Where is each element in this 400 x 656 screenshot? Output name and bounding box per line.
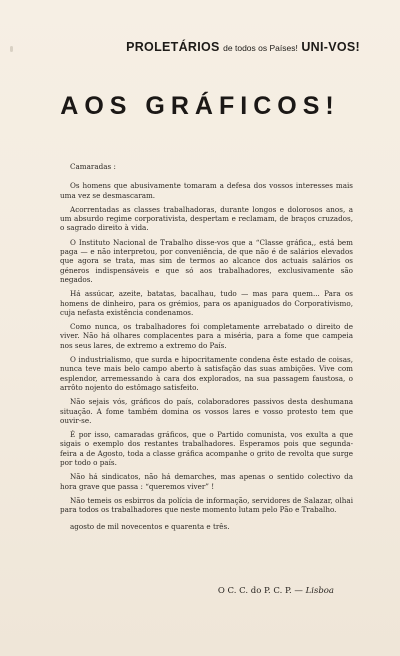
slogan-de-todos-os-paises: de todos os Países! — [223, 43, 298, 53]
paragraph-7: Não sejais vós, gráficos do país, colaboradores passivos desta deshumana situação. A fome também domina os vossos lares e vosso protesto tem que ouvir-se. — [60, 397, 353, 425]
slogan-proletarios: PROLETÁRIOS — [126, 40, 220, 54]
paragraph-8: É por isso, camaradas gráficos, que o Partido comunista, vos exulta a que sigais o exemplo dos restantes trabalhadores. Esperamos pois que segunda-feira a de Agosto, toda a classe gráfica acompanhe o grito de revolta que surge por todo o país. — [60, 430, 353, 468]
date-line: agosto de mil novecentos e quarenta e três. — [70, 521, 230, 531]
paragraph-5: Como nunca, os trabalhadores foi completamente arrebatado o direito de viver. Não há olhares complacentes para a miséria, para a fome que campeia nos seus lares, de extremo a extremo do País. — [60, 322, 353, 350]
signature-org: O C. C. do P. C. P. — — [217, 586, 303, 596]
salutation: Camaradas : — [70, 162, 116, 171]
paragraph-2: Acorrentadas as classes trabalhadoras, durante longos e dolorosos anos, a um absurdo regime corporativista, despertam e reclamam, de braços cruzados, o sagrado direito à vida. — [60, 204, 353, 233]
leaflet-body — [60, 162, 353, 536]
paper-mark — [10, 46, 13, 52]
slogan-uni-vos: UNI-VOS! — [301, 40, 360, 54]
page-title: AOS GRÁFICOS! — [60, 92, 340, 120]
paragraph-3: O Instituto Nacional de Trabalho disse-vos que a “Classe gráfica,, está bem paga — e não interpretou, por conveniência, de que não é de salários elevados que agora se trata, mas sim de termos ao alcance dos actuais salários os géneros indispensáveis e que só aos trabalhadores, exclusivamente são negados. — [60, 237, 353, 284]
paragraph-6: O industrialismo, que surda e hipocritamente condena êste estado de coisas, nunca teve mais belo campo aberto à satisfação das suas ambições. Vive com esplendor, arremessando à cara dos explorados, na sua passagem faustosa, o arrôto nojento do estômago satisfeito. — [60, 355, 353, 392]
signature — [218, 586, 334, 596]
paragraph-10: Não temeis os esbirros da polícia de informação, servidores de Salazar, olhai para todos os trabalhadores que neste momento lutam pelo Pão e Trabalho. — [60, 495, 353, 515]
paragraph-1: Os homens que abusivamente tomaram a defesa dos vossos interesses mais uma vez se desmascaram. — [60, 181, 353, 200]
paragraph-4: Há assúcar, azeite, batatas, bacalhau, tudo — mas para quem... Para os homens de dinheiro, para os grémios, para os apaniguados do Corporativismo, cuja nefasta existência condenamos. — [60, 289, 353, 317]
paragraph-9: Não há sindicatos, não há demarches, mas apenas o sentido colectivo da hora grave que passa : “queremos viver” ! — [60, 472, 353, 491]
signature-place: Lisboa — [305, 586, 334, 596]
slogan-header — [126, 40, 360, 54]
